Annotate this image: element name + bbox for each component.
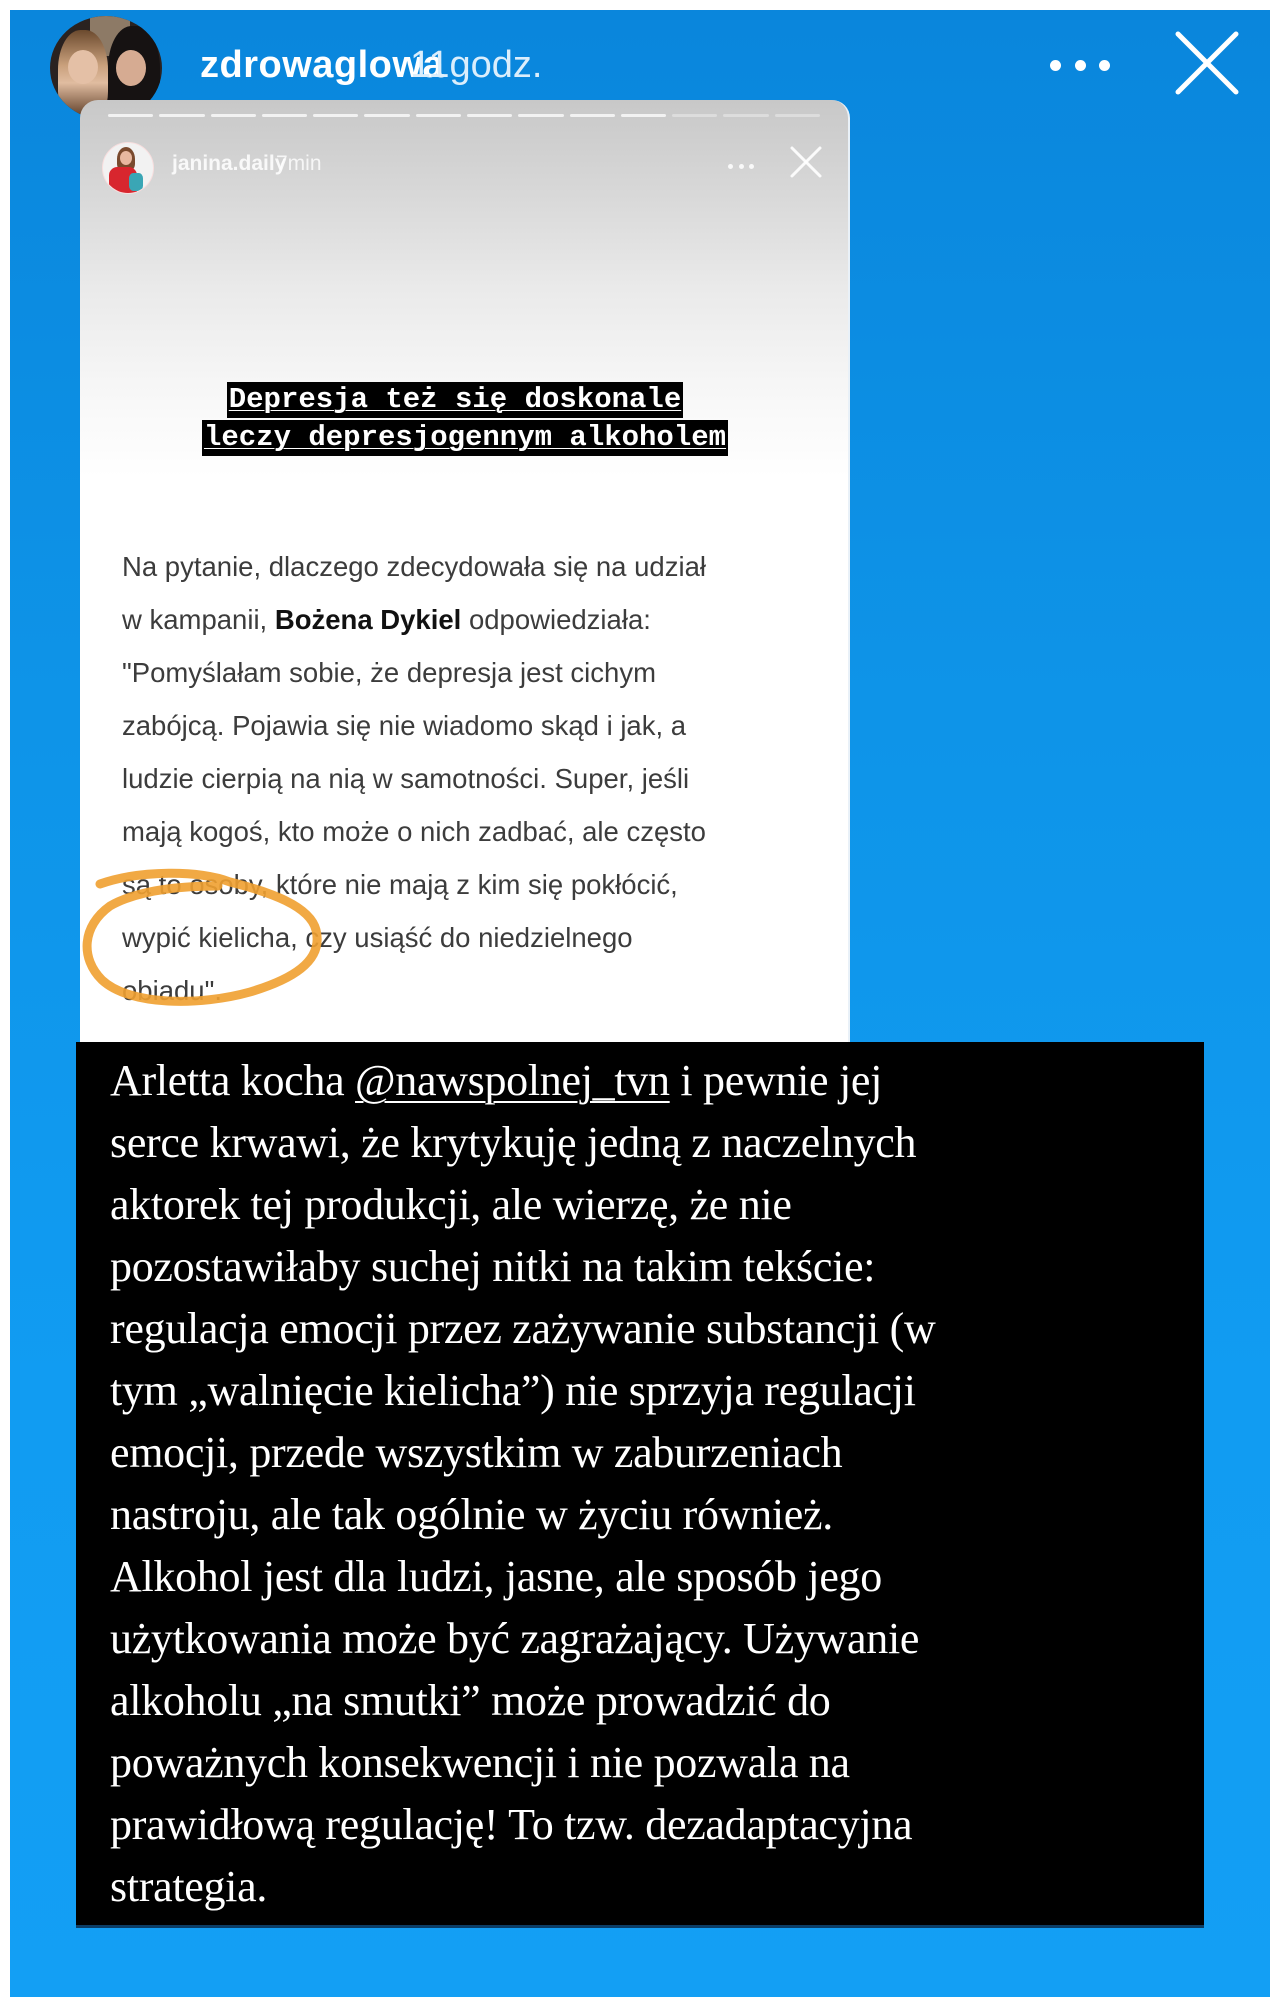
close-icon xyxy=(1170,26,1244,100)
progress-segment xyxy=(518,114,563,117)
caption-line: poważnych konsekwencji i nie pozwala na xyxy=(110,1738,850,1787)
avatar-held-item xyxy=(129,173,143,191)
headline-line: Depresja też się doskonale xyxy=(228,383,682,416)
nested-progress-bar xyxy=(108,114,820,117)
body-line: zabójcą. Pojawia się nie wiadomo skąd i jak, a xyxy=(122,710,687,741)
mention-link[interactable]: @nawspolnej_tvn xyxy=(355,1056,670,1105)
progress-segment xyxy=(313,114,358,117)
more-horizontal-icon xyxy=(1075,60,1086,71)
close-button[interactable] xyxy=(1170,26,1244,100)
shared-story-screenshot xyxy=(80,100,850,1042)
progress-segment xyxy=(159,114,204,117)
progress-segment xyxy=(570,114,615,117)
nested-timestamp: 7min xyxy=(276,152,322,175)
body-line: wypić kielicha, czy usiąść do niedzielnego xyxy=(122,922,633,953)
more-horizontal-icon xyxy=(1099,60,1110,71)
headline-line: leczy depresjogennym alkoholem xyxy=(203,421,727,454)
more-horizontal-icon xyxy=(739,164,744,169)
progress-segment xyxy=(211,114,256,117)
story-timestamp: 11godz. xyxy=(410,44,543,86)
progress-segment xyxy=(467,114,512,117)
body-line xyxy=(122,593,822,646)
body-line: obiadu". xyxy=(122,975,222,1006)
caption-line: tym „walnięcie kielicha”) nie sprzyja regulacji xyxy=(110,1366,916,1415)
body-line: Na pytanie, dlaczego zdecydowała się na udział xyxy=(122,551,706,582)
article-body xyxy=(122,540,822,1017)
avatar-face-left xyxy=(68,50,98,84)
caption-line: emocji, przede wszystkim w zaburzeniach xyxy=(110,1428,843,1477)
more-options-button[interactable] xyxy=(1050,50,1110,80)
caption-fragment: Arletta kocha xyxy=(110,1056,356,1105)
caption-line: aktorek tej produkcji, ale wierzę, że nie xyxy=(110,1180,792,1229)
body-text-fragment: w kampanii, xyxy=(122,604,275,635)
progress-segment xyxy=(364,114,409,117)
caption-line: strategia. xyxy=(110,1862,268,1911)
caption-fragment: i pewnie jej xyxy=(669,1056,883,1105)
body-line: ludzie cierpią na nią w samotności. Super, jeśli xyxy=(122,763,690,794)
article-headline xyxy=(80,382,850,456)
body-line: są to osoby, które nie mają z kim się pokłócić, xyxy=(122,869,678,900)
progress-segment xyxy=(672,114,717,117)
caption-line: Alkohol jest dla ludzi, jasne, ale sposób jego xyxy=(110,1552,882,1601)
progress-segment xyxy=(416,114,461,117)
caption-line: pozostawiłaby suchej nitki na takim tekście: xyxy=(110,1242,876,1291)
close-icon xyxy=(788,144,824,180)
body-text-fragment: odpowiedziała: xyxy=(461,604,651,635)
body-line: "Pomyślałam sobie, że depresja jest cichym xyxy=(122,657,656,688)
avatar-face xyxy=(120,151,132,165)
caption-line: nastroju, ale tak ogólnie w życiu również. xyxy=(110,1490,833,1539)
nested-username: janina.daily xyxy=(172,152,287,175)
more-horizontal-icon xyxy=(749,164,754,169)
avatar-face-right xyxy=(116,50,146,86)
progress-segment xyxy=(775,114,820,117)
caption-line: użytkowania może być zagrażający. Używanie xyxy=(110,1614,920,1663)
caption-text xyxy=(110,1050,1190,1918)
nested-profile-avatar xyxy=(102,142,154,194)
progress-segment xyxy=(108,114,153,117)
body-line: mają kogoś, kto może o nich zadbać, ale często xyxy=(122,816,706,847)
progress-segment xyxy=(723,114,768,117)
caption-line: alkoholu „na smutki” może prowadzić do xyxy=(110,1676,831,1725)
progress-segment xyxy=(262,114,307,117)
highlighted-name: Bożena Dykiel xyxy=(274,604,462,635)
caption-text-box xyxy=(76,1042,1204,1928)
nested-more-icon xyxy=(728,162,754,170)
caption-line: regulacja emocji przez zażywanie substancji (w xyxy=(110,1304,936,1353)
caption-line: prawidłową regulację! To tzw. dezadaptacyjna xyxy=(110,1800,913,1849)
more-horizontal-icon xyxy=(1050,60,1061,71)
story-username[interactable]: zdrowaglowa xyxy=(200,44,445,86)
caption-line xyxy=(110,1050,1190,1112)
more-horizontal-icon xyxy=(728,164,733,169)
story-viewer xyxy=(10,10,1270,1997)
progress-segment xyxy=(621,114,666,117)
caption-line: serce krwawi, że krytykuję jedną z naczelnych xyxy=(110,1118,917,1167)
